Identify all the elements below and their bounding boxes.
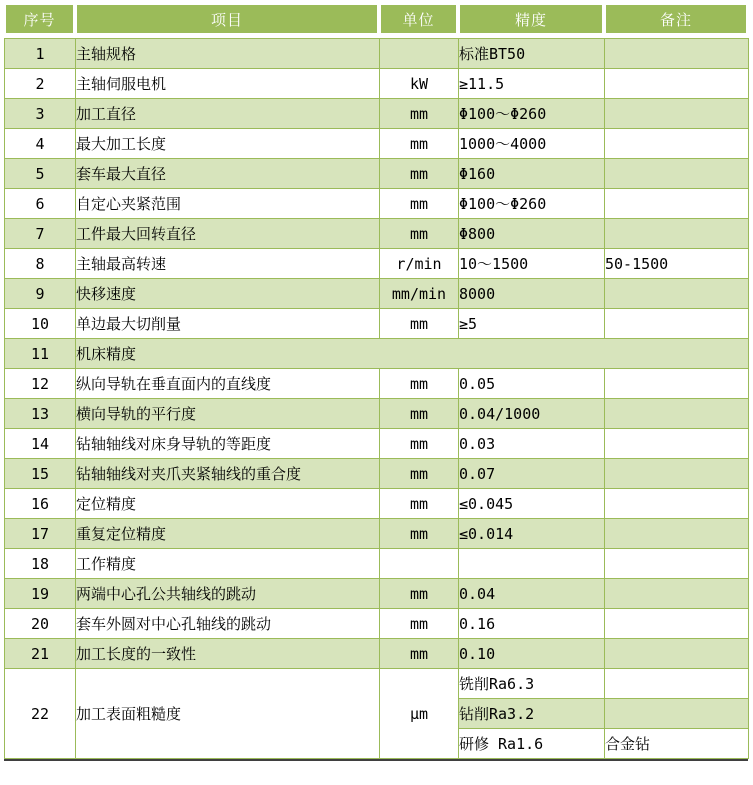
cell-no: 8: [5, 249, 76, 279]
cell-no: 5: [5, 159, 76, 189]
table-row: [5, 279, 749, 309]
cell-precision: 10～1500: [459, 249, 605, 279]
cell-no: 19: [5, 579, 76, 609]
cell-item: 工件最大回转直径: [76, 219, 380, 249]
cell-unit: mm: [380, 399, 459, 429]
cell-item: 套车外圆对中心孔轴线的跳动: [76, 609, 380, 639]
cell-remark: [605, 429, 749, 459]
cell-remark: [605, 519, 749, 549]
cell-precision: 0.05: [459, 369, 605, 399]
column-header-unit: 单位: [381, 5, 456, 33]
table-row: [5, 249, 749, 279]
cell-unit: mm: [380, 129, 459, 159]
cell-remark: [605, 219, 749, 249]
cell-unit: mm: [380, 99, 459, 129]
table-row: [5, 69, 749, 99]
cell-unit: mm: [380, 369, 459, 399]
cell-unit: mm: [380, 459, 459, 489]
cell-item: 重复定位精度: [76, 519, 380, 549]
table-row: [5, 549, 749, 579]
column-header-no: 序号: [6, 5, 73, 33]
table-row: [5, 159, 749, 189]
cell-remark: [605, 579, 749, 609]
cell-precision: ≥11.5: [459, 69, 605, 99]
cell-remark: [605, 399, 749, 429]
cell-remark: [605, 39, 749, 69]
cell-unit: mm: [380, 519, 459, 549]
cell-item: 加工长度的一致性: [76, 639, 380, 669]
column-header-remark-cell: [604, 5, 748, 33]
cell-precision: ≥5: [459, 309, 605, 339]
cell-unit: mm: [380, 579, 459, 609]
table-row: [5, 39, 749, 69]
cell-unit: kW: [380, 69, 459, 99]
table-row: [5, 609, 749, 639]
table-row: [5, 309, 749, 339]
cell-unit: mm/min: [380, 279, 459, 309]
cell-no: 18: [5, 549, 76, 579]
cell-remark: 合金钻: [605, 729, 749, 759]
cell-remark: [605, 459, 749, 489]
column-header-precision-cell: [458, 5, 604, 33]
cell-remark: [605, 609, 749, 639]
cell-no: 10: [5, 309, 76, 339]
cell-precision: 0.04/1000: [459, 399, 605, 429]
cell-precision: ≤0.045: [459, 489, 605, 519]
cell-unit: mm: [380, 219, 459, 249]
cell-remark: [605, 99, 749, 129]
cell-precision: Φ100～Φ260: [459, 189, 605, 219]
table-row: [5, 189, 749, 219]
cell-item: 主轴伺服电机: [76, 69, 380, 99]
cell-no: 2: [5, 69, 76, 99]
cell-no: 13: [5, 399, 76, 429]
cell-no: 20: [5, 609, 76, 639]
cell-no: 7: [5, 219, 76, 249]
cell-remark: [605, 279, 749, 309]
spec-table: [4, 38, 749, 759]
table-row: [5, 369, 749, 399]
column-header-precision: 精度: [460, 5, 602, 33]
cell-remark: [605, 189, 749, 219]
cell-item: 机床精度: [76, 339, 749, 369]
cell-unit: [380, 549, 459, 579]
column-header-no-cell: [4, 5, 75, 33]
cell-remark: [605, 159, 749, 189]
cell-item: 工作精度: [76, 549, 380, 579]
cell-unit: μm: [380, 669, 459, 759]
cell-remark: [605, 489, 749, 519]
cell-remark: [605, 369, 749, 399]
cell-item: 两端中心孔公共轴线的跳动: [76, 579, 380, 609]
cell-unit: mm: [380, 489, 459, 519]
cell-unit: mm: [380, 639, 459, 669]
cell-unit: mm: [380, 609, 459, 639]
cell-precision: Φ100～Φ260: [459, 99, 605, 129]
cell-precision: Φ160: [459, 159, 605, 189]
table-row: [5, 459, 749, 489]
cell-remark: [605, 699, 749, 729]
table-row: [5, 99, 749, 129]
cell-item: 加工表面粗糙度: [76, 669, 380, 759]
cell-remark: [605, 129, 749, 159]
cell-no: 12: [5, 369, 76, 399]
cell-unit: r/min: [380, 249, 459, 279]
cell-remark: [605, 69, 749, 99]
column-header-item-cell: [75, 5, 379, 33]
cell-remark: [605, 549, 749, 579]
cell-item: 套车最大直径: [76, 159, 380, 189]
cell-precision: 0.04: [459, 579, 605, 609]
cell-unit: [380, 39, 459, 69]
table-row: [5, 339, 749, 369]
column-header-item: 项目: [77, 5, 377, 33]
cell-remark: [605, 669, 749, 699]
cell-item: 加工直径: [76, 99, 380, 129]
cell-precision: 8000: [459, 279, 605, 309]
table-row: [5, 399, 749, 429]
cell-item: 钻轴轴线对夹爪夹紧轴线的重合度: [76, 459, 380, 489]
cell-precision: 铣削Ra6.3: [459, 669, 605, 699]
cell-no: 14: [5, 429, 76, 459]
cell-item: 单边最大切削量: [76, 309, 380, 339]
cell-item: 钻轴轴线对床身导轨的等距度: [76, 429, 380, 459]
cell-remark: [605, 639, 749, 669]
cell-unit: mm: [380, 429, 459, 459]
cell-precision: 0.16: [459, 609, 605, 639]
cell-no: 6: [5, 189, 76, 219]
table-row: [5, 219, 749, 249]
cell-unit: mm: [380, 309, 459, 339]
cell-item: 自定心夹紧范围: [76, 189, 380, 219]
table-header: [4, 5, 748, 33]
cell-precision: 标准BT50: [459, 39, 605, 69]
column-header-remark: 备注: [606, 5, 746, 33]
cell-precision: 研修 Ra1.6: [459, 729, 605, 759]
cell-unit: mm: [380, 189, 459, 219]
cell-no: 4: [5, 129, 76, 159]
cell-precision: Φ800: [459, 219, 605, 249]
table-row: [5, 519, 749, 549]
cell-item: 快移速度: [76, 279, 380, 309]
cell-remark: 50-1500: [605, 249, 749, 279]
table-row: [5, 129, 749, 159]
cell-precision: 0.03: [459, 429, 605, 459]
table-row: [5, 429, 749, 459]
table-row: [5, 489, 749, 519]
cell-precision: 钻削Ra3.2: [459, 699, 605, 729]
cell-precision: 1000～4000: [459, 129, 605, 159]
table-body-wrapper: [4, 38, 748, 761]
cell-item: 最大加工长度: [76, 129, 380, 159]
cell-precision: [459, 549, 605, 579]
cell-remark: [605, 309, 749, 339]
cell-no: 17: [5, 519, 76, 549]
cell-no: 16: [5, 489, 76, 519]
cell-item: 主轴规格: [76, 39, 380, 69]
cell-precision: 0.10: [459, 639, 605, 669]
cell-no: 21: [5, 639, 76, 669]
cell-item: 定位精度: [76, 489, 380, 519]
table-row: [5, 579, 749, 609]
cell-no: 15: [5, 459, 76, 489]
cell-unit: mm: [380, 159, 459, 189]
cell-no: 3: [5, 99, 76, 129]
table-row: [5, 639, 749, 669]
cell-no: 1: [5, 39, 76, 69]
cell-item: 纵向导轨在垂直面内的直线度: [76, 369, 380, 399]
cell-precision: 0.07: [459, 459, 605, 489]
cell-no: 9: [5, 279, 76, 309]
column-header-unit-cell: [379, 5, 458, 33]
cell-no: 22: [5, 669, 76, 759]
cell-item: 横向导轨的平行度: [76, 399, 380, 429]
cell-no: 11: [5, 339, 76, 369]
cell-precision: ≤0.014: [459, 519, 605, 549]
cell-item: 主轴最高转速: [76, 249, 380, 279]
table-row: [5, 669, 749, 699]
